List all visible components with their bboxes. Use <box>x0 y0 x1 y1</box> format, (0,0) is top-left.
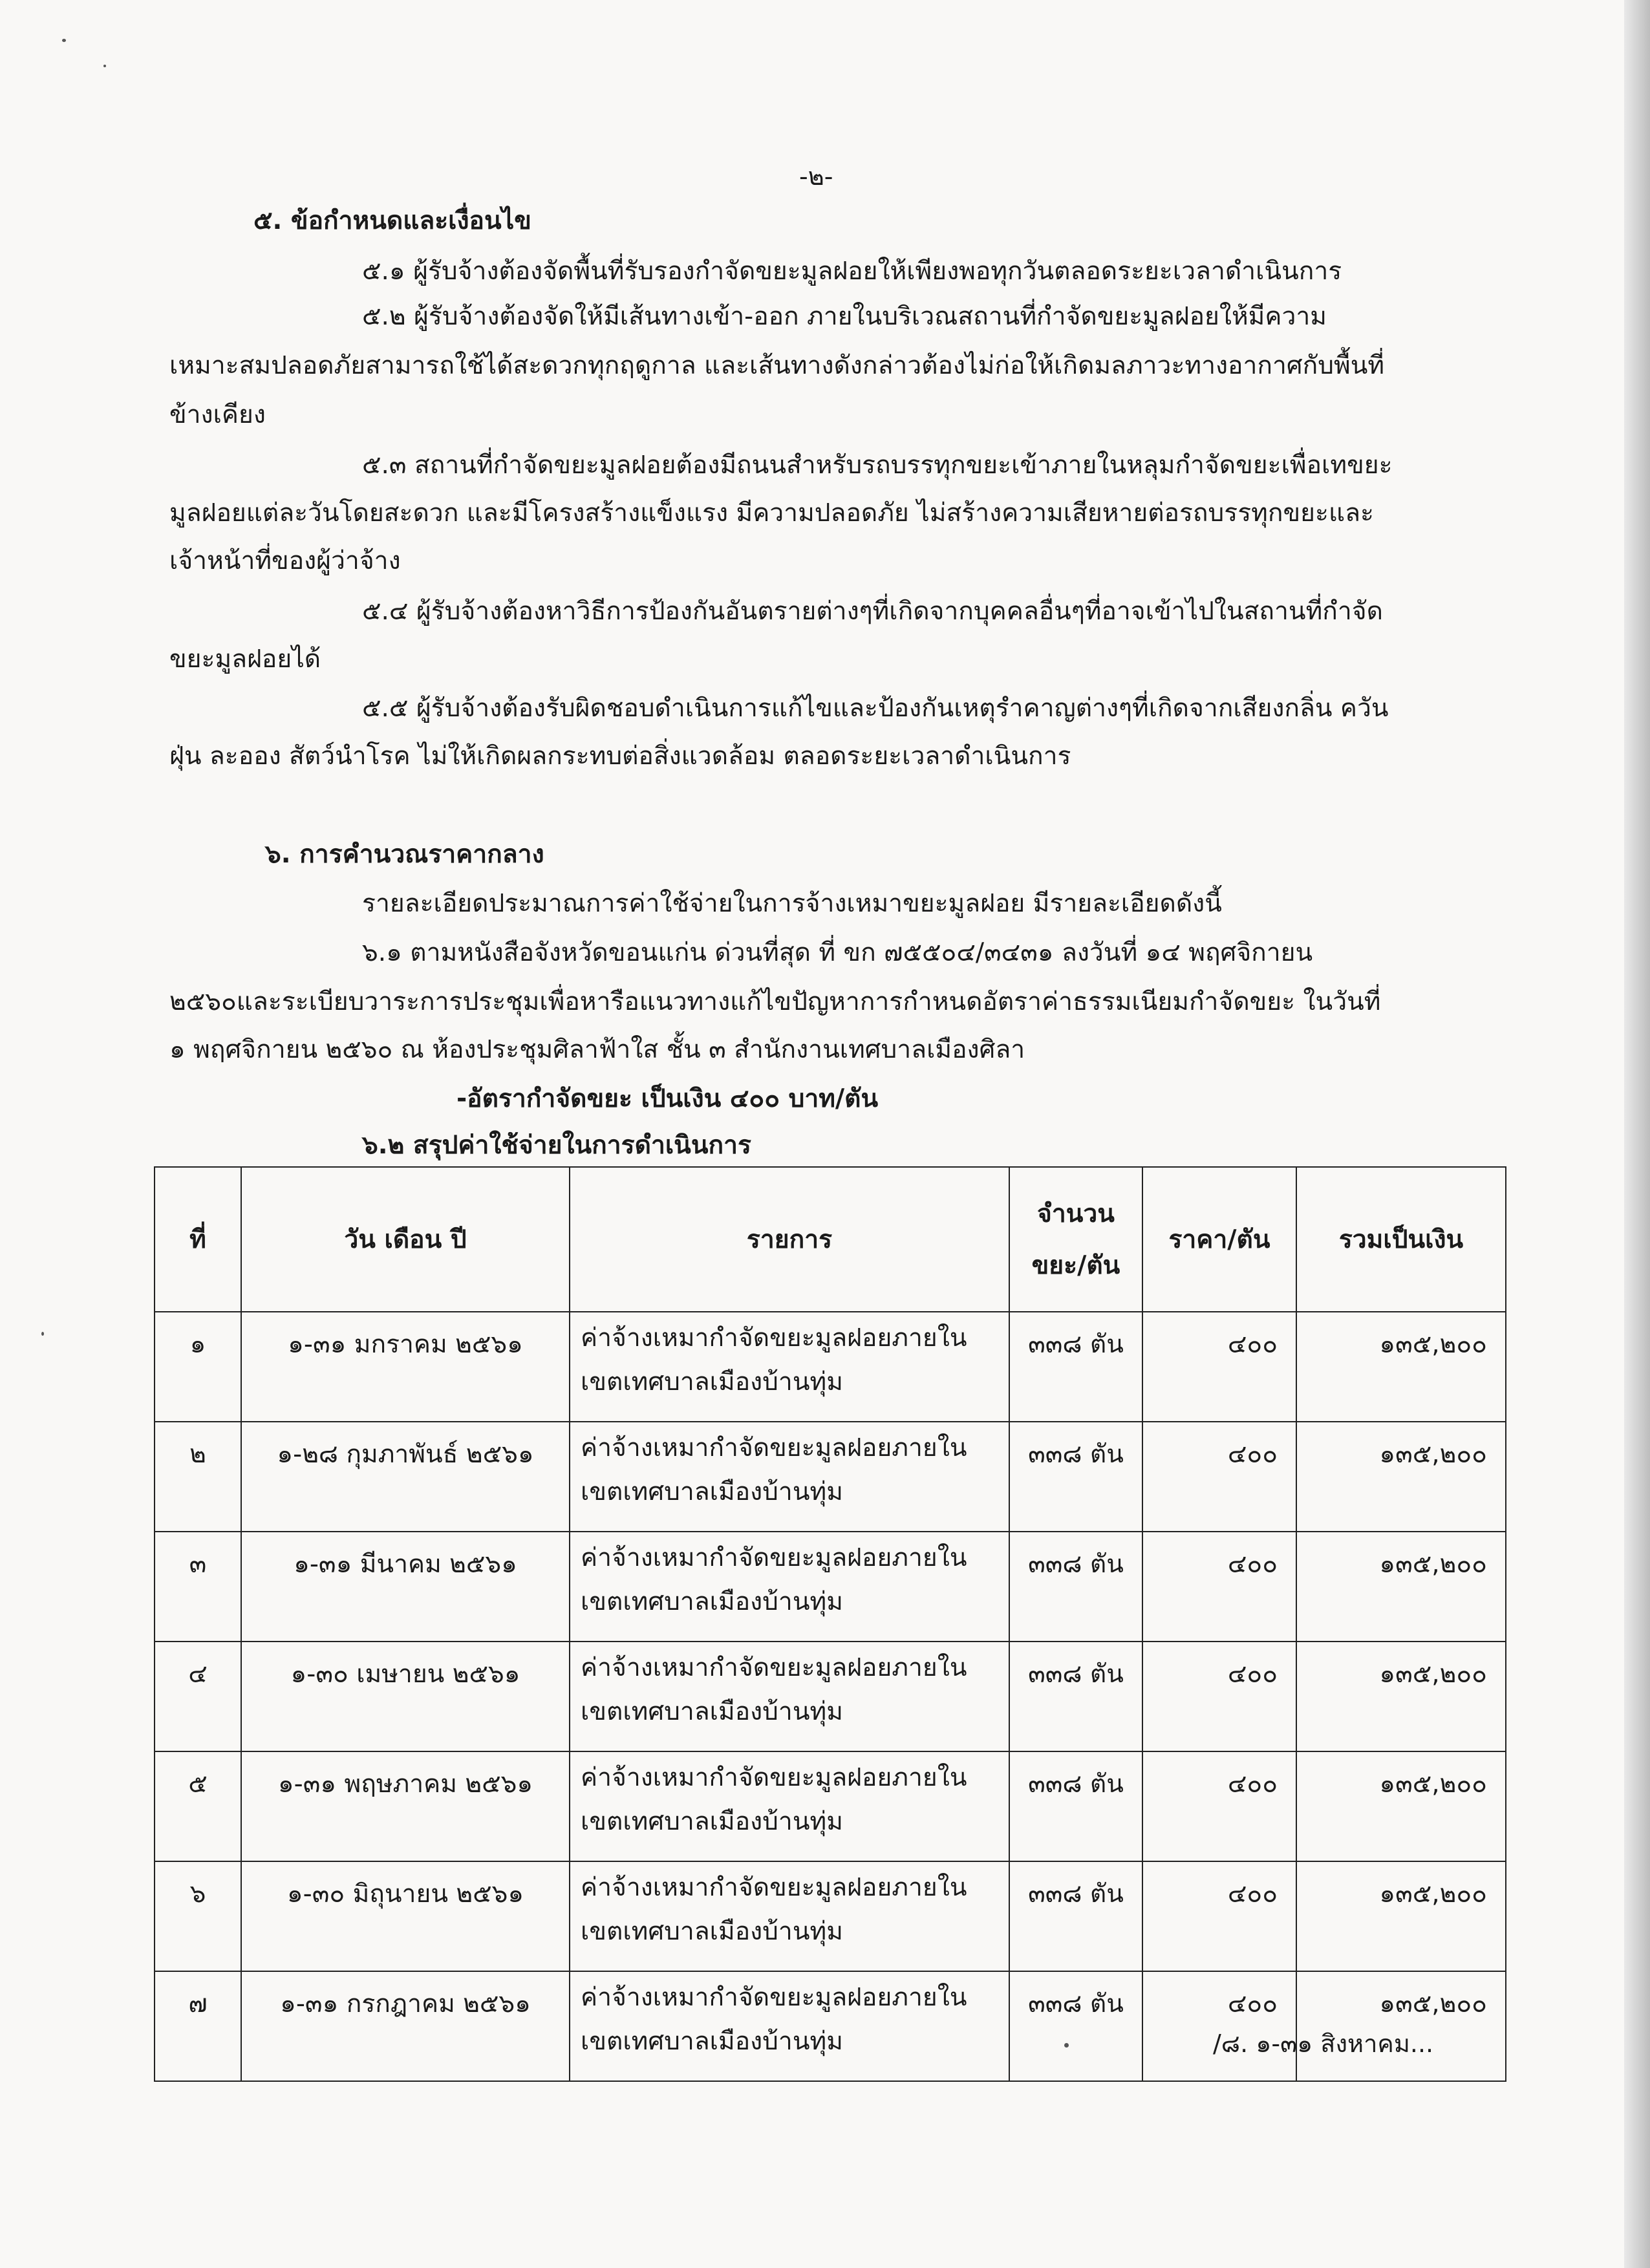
cell-item-line1: ค่าจ้างเหมากำจัดขยะมูลฝอยภายใน <box>581 1433 967 1462</box>
disposal-rate: -อัตรากำจัดขยะ เป็นเงิน ๔๐๐ บาท/ตัน <box>456 1084 879 1113</box>
cell-quantity: ๓๓๘ ตัน <box>1009 1861 1142 1971</box>
cell-no: ๗ <box>155 1971 241 2081</box>
cell-item <box>570 1532 1009 1642</box>
header-quantity-line2: ขยะ/ตัน <box>1031 1251 1120 1280</box>
cell-no: ๖ <box>155 1861 241 1971</box>
cell-no: ๕ <box>155 1751 241 1861</box>
section5-line: ข้างเคียง <box>169 400 266 429</box>
cell-item-line1: ค่าจ้างเหมากำจัดขยะมูลฝอยภายใน <box>581 1983 967 2012</box>
cell-no: ๑ <box>155 1312 241 1422</box>
section5-line: ๕.๓ สถานที่กำจัดขยะมูลฝอยต้องมีถนนสำหรับรถบรรทุกขยะเข้าภายในหลุมกำจัดขยะเพื่อเทขยะ <box>362 451 1393 480</box>
scan-speck <box>103 65 106 67</box>
cell-item-line1: ค่าจ้างเหมากำจัดขยะมูลฝอยภายใน <box>581 1543 967 1572</box>
cell-item <box>570 1971 1009 2081</box>
cell-quantity: ๓๓๘ ตัน <box>1009 1532 1142 1642</box>
cell-price: ๔๐๐ <box>1142 1751 1296 1861</box>
table-row <box>155 1422 1506 1532</box>
header-no: ที่ <box>155 1167 241 1312</box>
cell-item-line1: ค่าจ้างเหมากำจัดขยะมูลฝอยภายใน <box>581 1763 967 1792</box>
page-number: -๒- <box>799 162 833 191</box>
cell-item-line2: เขตเทศบาลเมืองบ้านทุ่ม <box>581 1917 843 1946</box>
cell-no: ๔ <box>155 1642 241 1751</box>
section6-2-heading: ๖.๒ สรุปค่าใช้จ่ายในการดำเนินการ <box>362 1131 751 1160</box>
cell-price: ๔๐๐ <box>1142 1422 1296 1532</box>
cell-item-line2: เขตเทศบาลเมืองบ้านทุ่ม <box>581 1587 843 1616</box>
table-header-row <box>155 1167 1506 1312</box>
cell-item-line2: เขตเทศบาลเมืองบ้านทุ่ม <box>581 2027 843 2056</box>
cell-date: ๑-๒๘ กุมภาพันธ์ ๒๕๖๑ <box>241 1422 570 1532</box>
cell-item <box>570 1751 1009 1861</box>
cell-item-line2: เขตเทศบาลเมืองบ้านทุ่ม <box>581 1367 843 1396</box>
cell-no: ๓ <box>155 1532 241 1642</box>
cell-price: ๔๐๐ <box>1142 1532 1296 1642</box>
cell-total: ๑๓๕,๒๐๐ <box>1296 1971 1506 2081</box>
cell-date: ๑-๓๐ เมษายน ๒๕๖๑ <box>241 1642 570 1751</box>
cell-item-line2: เขตเทศบาลเมืองบ้านทุ่ม <box>581 1477 843 1506</box>
header-quantity-line1: จำนวน <box>1037 1199 1115 1228</box>
cell-total: ๑๓๕,๒๐๐ <box>1296 1312 1506 1422</box>
table-row <box>155 1642 1506 1751</box>
cell-price: ๔๐๐ <box>1142 1861 1296 1971</box>
cell-date: ๑-๓๑ พฤษภาคม ๒๕๖๑ <box>241 1751 570 1861</box>
cell-quantity: ๓๓๘ ตัน <box>1009 1751 1142 1861</box>
cell-item-line2: เขตเทศบาลเมืองบ้านทุ่ม <box>581 1697 843 1726</box>
section5-line: ขยะมูลฝอยได้ <box>169 645 321 674</box>
cell-no: ๒ <box>155 1422 241 1532</box>
section5-line: ๕.๕ ผู้รับจ้างต้องรับผิดชอบดำเนินการแก้ไขและป้องกันเหตุรำคาญต่างๆที่เกิดจากเสียงกลิ่น ควัน <box>362 694 1389 723</box>
section6-1-line: ๑ พฤศจิกายน ๒๕๖๐ ณ ห้องประชุมศิลาฟ้าใส ชั้น ๓ สำนักงานเทศบาลเมืองศิลา <box>169 1035 1025 1064</box>
cell-total: ๑๓๕,๒๐๐ <box>1296 1532 1506 1642</box>
cell-quantity: ๓๓๘ ตัน <box>1009 1312 1142 1422</box>
section5-line: ๕.๔ ผู้รับจ้างต้องหาวิธีการป้องกันอันตรายต่างๆที่เกิดจากบุคคลอื่นๆที่อาจเข้าไปในสถานที่กำจัด <box>362 597 1383 626</box>
cell-item <box>570 1861 1009 1971</box>
cell-quantity: ๓๓๘ ตัน <box>1009 1422 1142 1532</box>
section6-1-line: ๒๕๖๐และระเบียบวาระการประชุมเพื่อหารือแนวทางแก้ไขปัญหาการกำหนดอัตราค่าธรรมเนียมกำจัดขยะ ในวันที่ <box>169 987 1381 1016</box>
cell-quantity: ๓๓๘ ตัน <box>1009 1642 1142 1751</box>
cell-item-line1: ค่าจ้างเหมากำจัดขยะมูลฝอยภายใน <box>581 1323 967 1353</box>
cell-date: ๑-๓๑ มกราคม ๒๕๖๑ <box>241 1312 570 1422</box>
section5-line: เจ้าหน้าที่ของผู้ว่าจ้าง <box>169 546 401 575</box>
scan-speck <box>41 1332 44 1336</box>
header-price: ราคา/ตัน <box>1142 1167 1296 1312</box>
section5-line: ฝุ่น ละออง สัตว์นำโรค ไม่ให้เกิดผลกระทบต่อสิ่งแวดล้อม ตลอดระยะเวลาดำเนินการ <box>169 742 1071 771</box>
cost-summary-table <box>154 1166 1506 2082</box>
cell-price: ๔๐๐ <box>1142 1642 1296 1751</box>
cell-price: ๔๐๐ <box>1142 1312 1296 1422</box>
cell-item-line1: ค่าจ้างเหมากำจัดขยะมูลฝอยภายใน <box>581 1873 967 1902</box>
section6-intro: รายละเอียดประมาณการค่าใช้จ่ายในการจ้างเหมาขยะมูลฝอย มีรายละเอียดดังนี้ <box>362 889 1222 918</box>
cell-item-line1: ค่าจ้างเหมากำจัดขยะมูลฝอยภายใน <box>581 1653 967 1682</box>
table-row <box>155 1312 1506 1422</box>
cell-item <box>570 1422 1009 1532</box>
section5-line: ๕.๒ ผู้รับจ้างต้องจัดให้มีเส้นทางเข้า-ออก ภายในบริเวณสถานที่กำจัดขยะมูลฝอยให้มีความ <box>362 302 1327 331</box>
cell-total: ๑๓๕,๒๐๐ <box>1296 1642 1506 1751</box>
section6-1-line: ๖.๑ ตามหนังสือจังหวัดขอนแก่น ด่วนที่สุด ที่ ขก ๗๕๕๐๔/๓๔๓๑ ลงวันที่ ๑๔ พฤศจิกายน <box>362 938 1313 967</box>
cell-date: ๑-๓๑ มีนาคม ๒๕๖๑ <box>241 1532 570 1642</box>
cell-item-line2: เขตเทศบาลเมืองบ้านทุ่ม <box>581 1807 843 1836</box>
table-row <box>155 1751 1506 1861</box>
section5-line: เหมาะสมปลอดภัยสามารถใช้ได้สะดวกทุกฤดูกาล และเส้นทางดังกล่าวต้องไม่ก่อให้เกิดมลภาวะทางอากาศกับพื้นที่ <box>169 351 1385 380</box>
cell-quantity: ๓๓๘ ตัน <box>1009 1971 1142 2081</box>
cell-total: ๑๓๕,๒๐๐ <box>1296 1422 1506 1532</box>
cell-item <box>570 1312 1009 1422</box>
header-quantity <box>1009 1167 1142 1312</box>
cell-total: ๑๓๕,๒๐๐ <box>1296 1861 1506 1971</box>
section5-line: ๕.๑ ผู้รับจ้างต้องจัดพื้นที่รับรองกำจัดขยะมูลฝอยให้เพียงพอทุกวันตลอดระยะเวลาดำเนินการ <box>362 257 1342 286</box>
cell-price: ๔๐๐ <box>1142 1971 1296 2081</box>
cell-date: ๑-๓๐ มิถุนายน ๒๕๖๑ <box>241 1861 570 1971</box>
section5-heading: ๕. ข้อกำหนดและเงื่อนไข <box>253 206 531 235</box>
table-row <box>155 1532 1506 1642</box>
header-date: วัน เดือน ปี <box>241 1167 570 1312</box>
scan-speck <box>62 39 66 42</box>
cell-date: ๑-๓๑ กรกฎาคม ๒๕๖๑ <box>241 1971 570 2081</box>
page-continuation: /๘. ๑-๓๑ สิงหาคม... <box>1213 2029 1434 2058</box>
header-item: รายการ <box>570 1167 1009 1312</box>
scan-speck <box>1064 2043 1069 2048</box>
scan-page-edge <box>1624 0 1650 2268</box>
cell-item <box>570 1642 1009 1751</box>
cell-total: ๑๓๕,๒๐๐ <box>1296 1751 1506 1861</box>
section5-line: มูลฝอยแต่ละวันโดยสะดวก และมีโครงสร้างแข็งแรง มีความปลอดภัย ไม่สร้างความเสียหายต่อรถบรรทุกขยะและ <box>169 498 1374 528</box>
section6-heading: ๖. การคำนวณราคากลาง <box>265 840 544 869</box>
header-total: รวมเป็นเงิน <box>1296 1167 1506 1312</box>
table-row <box>155 1861 1506 1971</box>
